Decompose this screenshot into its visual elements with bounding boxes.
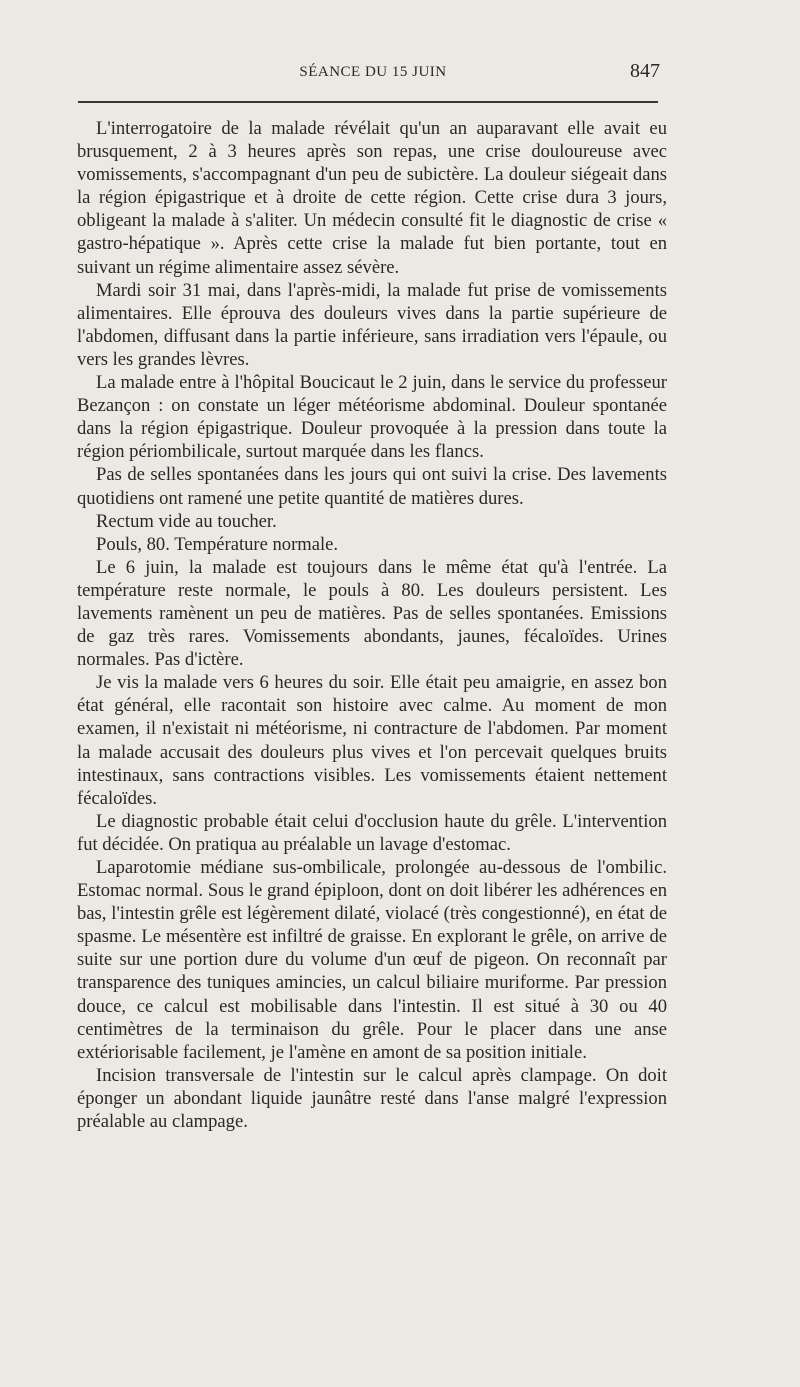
paragraph-4: Pas de selles spontanées dans les jours qui ont suivi la crise. Des lavements quotidiens ont ramené une petite quantité de matières dures. <box>77 464 667 509</box>
page-header <box>78 60 668 90</box>
paragraph-9: Le diagnostic probable était celui d'occlusion haute du grêle. L'intervention fut décidée. On pratiqua au préalable un lavage d'estomac. <box>77 810 667 855</box>
header-rule <box>78 101 658 103</box>
body-text <box>77 117 667 1133</box>
paragraph-10: Laparotomie médiane sus-ombilicale, prolongée au-dessous de l'ombilic. Estomac normal. Sous le grand épiploon, dont on doit libérer les adhérences en bas, l'intestin grêle est légèrement dilaté, violacé (très congestionné), en état de spasme. Le mésentère est infiltré de graisse. En explorant le grêle, on arrive de suite sur une portion dure du volume d'un œuf de pigeon. On reconnaît par transparence des tuniques amincies, un calcul biliaire muriforme. Par pression douce, ce calcul est mobilisable dans l'intestin. Il est situé à 30 ou 40 centimètres de la terminaison du grêle. Pour le placer dans une anse extériorisable facilement, je l'amène en amont de sa position initiale. <box>77 857 667 1063</box>
paragraph-2: Mardi soir 31 mai, dans l'après-midi, la malade fut prise de vomissements alimentaires. Elle éprouva des douleurs vives dans la partie supérieure de l'abdomen, diffusant dans la partie inférieure, sans irradiation vers l'épaule, ou vers les grandes lèvres. <box>77 279 667 370</box>
paragraph-6: Pouls, 80. Température normale. <box>96 533 339 555</box>
paragraph-11: Incision transversale de l'intestin sur le calcul après clampage. On doit éponger un abondant liquide jaunâtre resté dans l'anse malgré l'expression préalable au clampage. <box>77 1064 667 1133</box>
paragraph-5: Rectum vide au toucher. <box>96 510 277 532</box>
page-number: 847 <box>630 60 660 82</box>
paragraph-8: Je vis la malade vers 6 heures du soir. Elle était peu amaigrie, en assez bon état général, elle racontait son histoire avec calme. Au moment de mon examen, il n'existait ni météorisme, ni contracture de l'abdomen. Par moment la malade accusait des douleurs plus vives et l'on percevait quelques bruits intestinaux, sans contractions visibles. Les vomissements étaient nettement fécaloïdes. <box>77 672 667 809</box>
paragraph-3: La malade entre à l'hôpital Boucicaut le 2 juin, dans le service du professeur Bezançon : on constate un léger météorisme abdominal. Douleur spontanée dans la région épigastrique. Douleur provoquée à la pression dans toute la région périombilicale, surtout marquée dans les flancs. <box>77 372 667 463</box>
paragraph-1: L'interrogatoire de la malade révélait qu'un an auparavant elle avait eu brusquement, 2 à 3 heures après son repas, une crise douloureuse avec vomissements, s'accompagnant d'un peu de subictère. La douleur siégeait dans la région épigastrique et à droite de cette région. Cette crise dura 3 jours, obligeant la malade à s'aliter. Un médecin consulté fit le diagnostic de crise « gastro-hépatique ». Après cette crise la malade fut bien portante, tout en suivant un régime alimentaire assez sévère. <box>77 118 667 278</box>
paragraph-7: Le 6 juin, la malade est toujours dans le même état qu'à l'entrée. La température reste normale, le pouls à 80. Les douleurs persistent. Les lavements ramènent un peu de matières. Pas de selles spontanées. Emissions de gaz très rares. Vomissements abondants, jaunes, fécaloïdes. Urines normales. Pas d'ictère. <box>77 556 667 671</box>
running-title: SÉANCE DU 15 JUIN <box>299 64 447 80</box>
